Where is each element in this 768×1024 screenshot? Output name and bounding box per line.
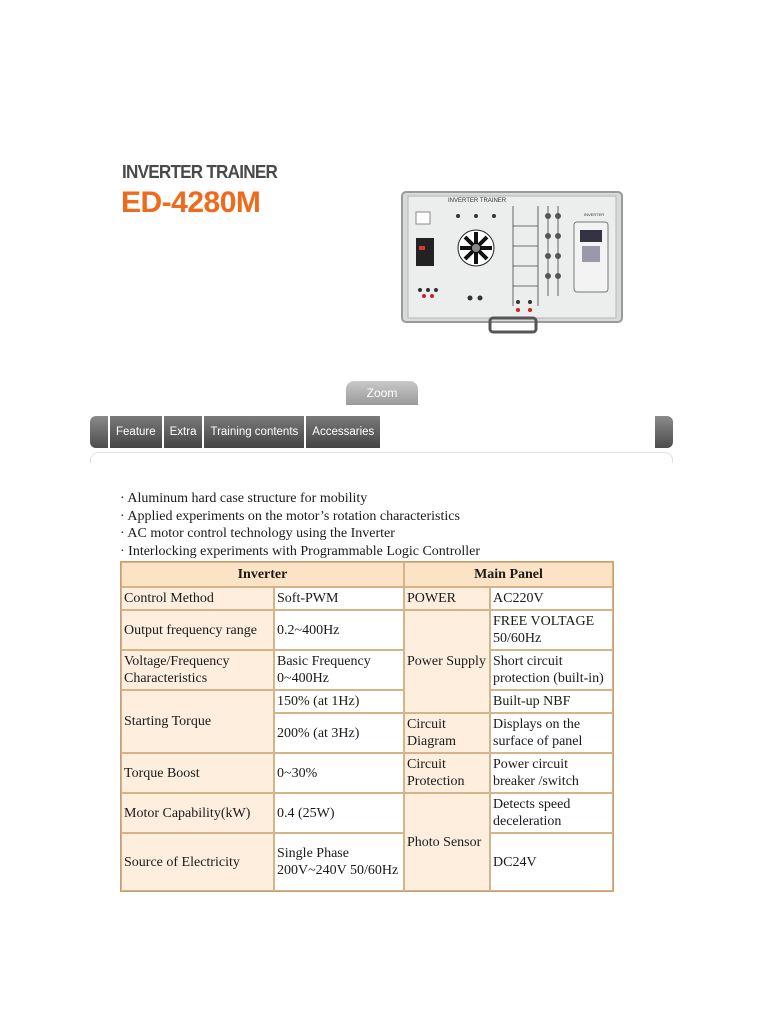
spec-table <box>120 561 614 892</box>
motor-capability-label: Motor Capability(kW) <box>121 793 274 833</box>
feature-item: · Interlocking experiments with Programmable Logic Controller <box>120 544 481 560</box>
torque-boost-value: 0~30% <box>274 753 404 793</box>
circuit-protection-value: Power circuit breaker /switch <box>490 753 613 793</box>
starting-torque-value-1: 150% (at 1Hz) <box>274 690 404 713</box>
svg-text:INVERTER: INVERTER <box>584 212 605 217</box>
circuit-diagram-value: Displays on the surface of panel <box>490 713 613 753</box>
source-of-electricity-label: Source of Electricity <box>121 833 274 891</box>
feature-item: · Applied experiments on the motor’s rotation characteristics <box>120 508 460 524</box>
control-method-value: Soft-PWM <box>274 587 404 610</box>
feature-item: · AC motor control technology using the Inverter <box>120 526 395 542</box>
torque-boost-label: Torque Boost <box>121 753 274 793</box>
power-supply-voltage: FREE VOLTAGE 50/60Hz <box>490 610 613 650</box>
tab-feature[interactable]: Feature <box>110 416 162 448</box>
product-line-title: INVERTER TRAINER <box>122 162 278 182</box>
model-title: ED-4280M <box>121 186 261 219</box>
header-main-panel: Main Panel <box>404 562 613 587</box>
power-value: AC220V <box>490 587 613 610</box>
power-label: POWER <box>404 587 490 610</box>
photo-sensor-value-1: Detects speed deceleration <box>490 793 613 833</box>
starting-torque-label: Starting Torque <box>121 690 274 753</box>
tab-bar <box>90 416 673 448</box>
header-inverter: Inverter <box>121 562 404 587</box>
tab-accessaries[interactable]: Accessaries <box>306 416 380 448</box>
circuit-protection-label: Circuit Protection <box>404 753 490 793</box>
feature-item: · Aluminum hard case structure for mobility <box>120 491 368 506</box>
photo-sensor-value-2: DC24V <box>490 833 613 891</box>
power-supply-nbf: Built-up NBF <box>490 690 613 713</box>
source-of-electricity-value: Single Phase 200V~240V 50/60Hz <box>274 833 404 891</box>
svg-text:INVERTER TRAINER: INVERTER TRAINER <box>448 198 507 204</box>
product-image[interactable] <box>398 186 626 336</box>
zoom-button[interactable]: Zoom <box>346 381 418 405</box>
tab-bar-right-cap <box>655 416 673 448</box>
vf-characteristics-value: Basic Frequency 0~400Hz <box>274 650 404 690</box>
output-frequency-value: 0.2~400Hz <box>274 610 404 650</box>
output-frequency-label: Output frequency range <box>121 610 274 650</box>
tab-extra[interactable]: Extra <box>164 416 203 448</box>
tab-bar-left-cap <box>90 416 108 448</box>
photo-sensor-label: Photo Sensor <box>404 793 490 891</box>
starting-torque-value-2: 200% (at 3Hz) <box>274 713 404 753</box>
power-supply-label: Power Supply <box>404 610 490 713</box>
circuit-diagram-label: Circuit Diagram <box>404 713 490 753</box>
motor-capability-value: 0.4 (25W) <box>274 793 404 833</box>
feature-list <box>120 490 480 561</box>
power-supply-protection: Short circuit protection (built-in) <box>490 650 613 690</box>
control-method-label: Control Method <box>121 587 274 610</box>
content-panel-border <box>90 452 673 463</box>
tab-training-contents[interactable]: Training contents <box>204 416 304 448</box>
vf-characteristics-label: Voltage/Frequency Characteristics <box>121 650 274 690</box>
